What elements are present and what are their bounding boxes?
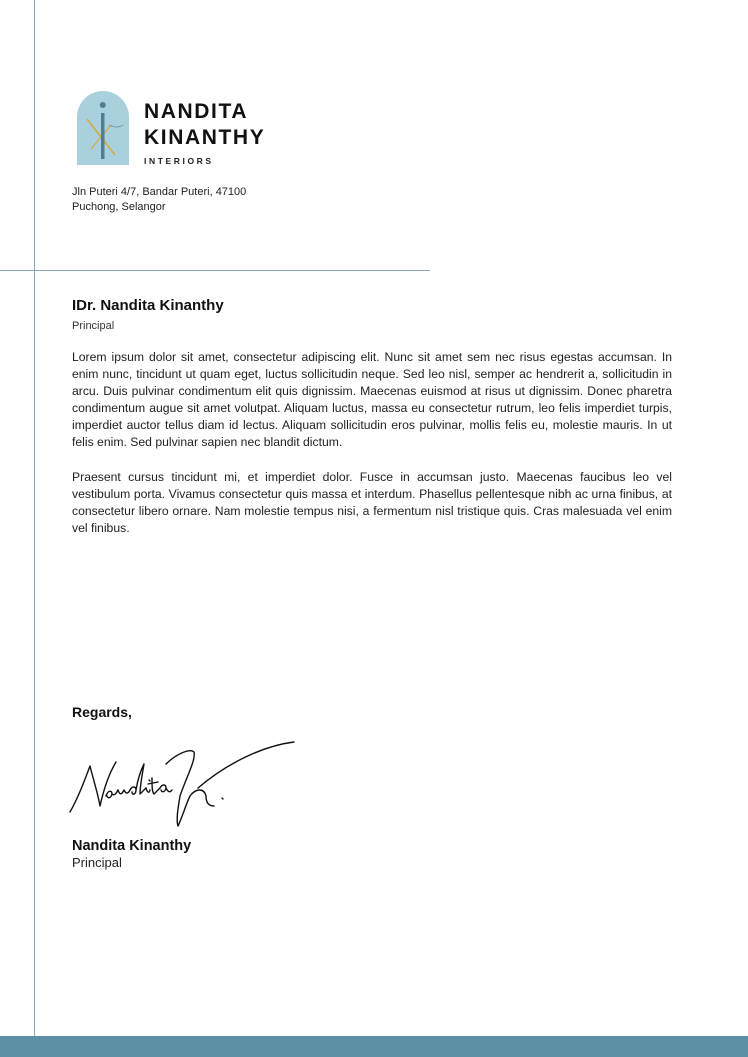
address-line1: Jln Puteri 4/7, Bandar Puteri, 47100 — [72, 186, 247, 198]
header-horizontal-rule — [0, 270, 430, 271]
body-paragraph-1: Lorem ipsum dolor sit amet, consectetur adipiscing elit. Nunc sit amet sem nec risus egestas accumsan. In enim nunc, tincidunt ut quam eget, luctus sollicitudin neque. Sed leo nisl, semper ac hendrerit a, sollicitudin in arcu. Duis pulvinar condimentum elit quis dignissim. Maecenas euismod at risus ut dignissim. Donec pharetra condimentum augue sit amet volutpat. Aliquam luctus, massa eu consectetur rutrum, leo felis imperdiet turpis, imperdiet auctor tellus diam id lectus. Aliquam sollicitudin eros pulvinar, mollis felis eu, molestie mauris. In ut felis enim. Sed pulvinar sapien nec blandit dictum. — [72, 350, 672, 449]
footer-accent-bar — [0, 1036, 748, 1057]
brand-name-line2: KINANTHY — [144, 126, 266, 149]
closing-regards: Regards, — [72, 704, 132, 720]
letter-body — [72, 349, 672, 555]
logo-mark-icon — [77, 91, 129, 165]
recipient-role: Principal — [72, 320, 115, 332]
signer-role: Principal — [72, 855, 122, 870]
address-line2: Puchong, Selangor — [72, 201, 166, 213]
brand-name-line1: NANDITA — [144, 100, 249, 123]
recipient-name: IDr. Nandita Kinanthy — [72, 297, 224, 314]
brand-block — [144, 99, 265, 166]
signature-image — [66, 738, 298, 832]
left-vertical-rule — [34, 0, 35, 1036]
brand-subtitle: INTERIORS — [144, 156, 214, 166]
address-block — [72, 185, 246, 215]
signer-name: Nandita Kinanthy — [72, 838, 192, 854]
body-paragraph-2: Praesent cursus tincidunt mi, et imperdiet dolor. Fusce in accumsan justo. Maecenas faucibus leo vel vestibulum porta. Vivamus consectetur quis massa et interdum. Phasellus pellentesque nibh ac urna finibus, at consectetur libero ornare. Nam molestie tempus nisi, a fermentum nisl tristique quis. Cras malesuada vel enim vel finibus. — [72, 470, 672, 535]
